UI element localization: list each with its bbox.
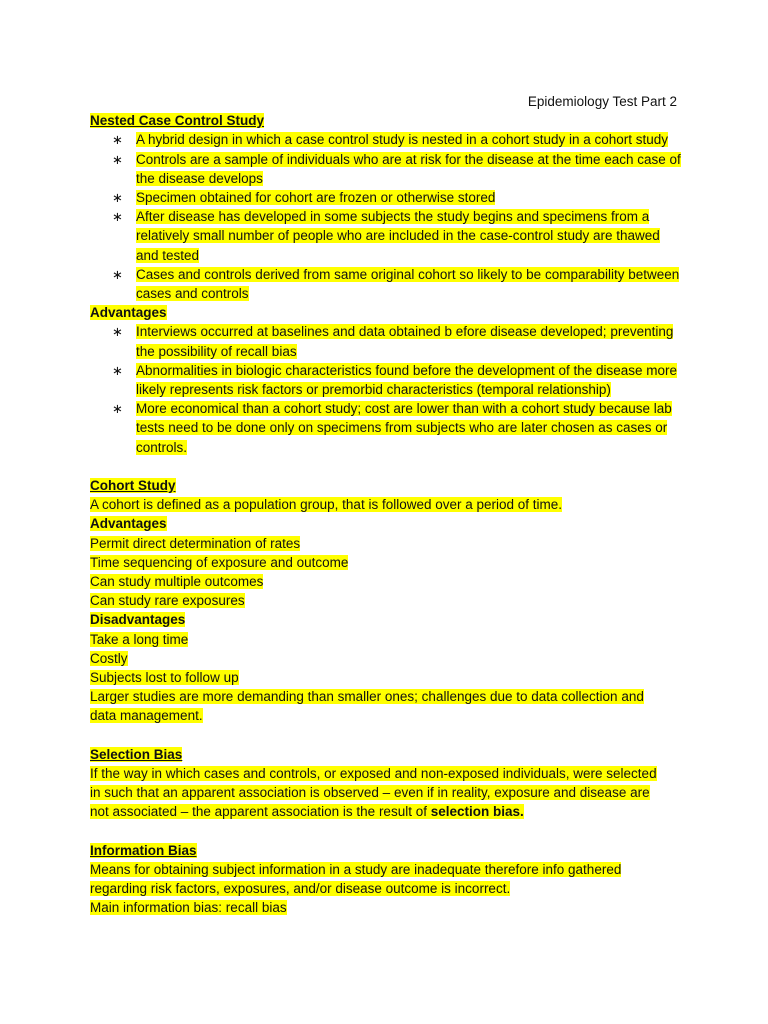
list-item-text: Abnormalities in biologic characteristics found before the development of the disease more likely represents risk factors or premorbid characteristics (temporal relationship) xyxy=(136,362,678,398)
subheading-disadvantages: Disadvantages xyxy=(90,612,186,628)
section-heading: Information Bias xyxy=(90,842,197,858)
list-item-text: A hybrid design in which a case control study is nested in a cohort study in a cohort study xyxy=(136,132,669,148)
list-item-text: Specimen obtained for cohort are frozen or otherwise stored xyxy=(136,190,496,206)
bullet-marker: ∗ xyxy=(112,132,123,148)
bullet-list xyxy=(90,322,690,456)
section-information-bias xyxy=(90,841,690,918)
document-title: Epidemiology Test Part 2 xyxy=(527,94,677,109)
spacer xyxy=(90,822,690,841)
bullet-marker: ∗ xyxy=(112,324,123,340)
main-information-bias: Main information bias: recall bias xyxy=(90,900,287,916)
section-heading: Cohort Study xyxy=(90,478,176,494)
list-item xyxy=(90,322,686,360)
bullet-list xyxy=(90,130,690,303)
section-heading: Selection Bias xyxy=(90,746,183,762)
list-item: Costly xyxy=(90,650,128,666)
list-item xyxy=(90,399,686,457)
spacer xyxy=(90,726,690,745)
list-item-text: Interviews occurred at baselines and data obtained b efore disease developed; preventing the possibility of recall bias xyxy=(136,324,674,359)
list-item: Larger studies are more demanding than smaller ones; challenges due to data collection and data management. xyxy=(90,689,644,724)
bullet-marker: ∗ xyxy=(112,362,123,378)
spacer xyxy=(90,457,690,476)
selection-bias-text: If the way in which cases and controls, or exposed and non-exposed individuals, were selected in such that an apparent association is observed – even if in reality, exposure and disease are not associated – the apparent association is the result of xyxy=(90,766,657,820)
list-item: Take a long time xyxy=(90,631,189,647)
list-item-text: Controls are a sample of individuals who are at risk for the disease at the time each case of the disease develops xyxy=(136,151,681,186)
list-item xyxy=(90,188,686,207)
list-item xyxy=(90,265,686,303)
subheading-advantages: Advantages xyxy=(90,516,167,532)
section-selection-bias xyxy=(90,745,690,822)
list-item: Can study rare exposures xyxy=(90,593,245,609)
bullet-marker: ∗ xyxy=(112,151,123,167)
bullet-marker: ∗ xyxy=(112,209,123,225)
list-item: Subjects lost to follow up xyxy=(90,670,239,686)
section-heading: Nested Case Control Study xyxy=(90,113,265,129)
document-page xyxy=(90,92,690,918)
list-item-text: After disease has developed in some subjects the study begins and specimens from a relatively small number of people who are included in the case-control study are thawed and tested xyxy=(136,209,660,263)
cohort-definition: A cohort is defined as a population group, that is followed over a period of time. xyxy=(90,497,563,513)
bullet-marker: ∗ xyxy=(112,190,123,206)
list-item-text: Cases and controls derived from same original cohort so likely to be comparability between cases and controls xyxy=(136,266,680,302)
section-cohort-study xyxy=(90,476,690,726)
bullet-marker: ∗ xyxy=(112,401,123,417)
list-item-text: More economical than a cohort study; cost are lower than with a cohort study because lab tests need to be done only on specimens from subjects who are later chosen as cases or controls. xyxy=(136,401,672,455)
information-bias-text: Means for obtaining subject information in a study are inadequate therefore info gathered regarding risk factors, exposures, and/or disease outcome is incorrect. xyxy=(90,862,622,897)
list-item xyxy=(90,150,686,188)
list-item xyxy=(90,361,686,399)
list-item: Time sequencing of exposure and outcome xyxy=(90,554,349,570)
list-item: Can study multiple outcomes xyxy=(90,574,264,590)
list-item xyxy=(90,130,686,149)
bullet-marker: ∗ xyxy=(112,266,123,282)
selection-bias-term: selection bias. xyxy=(430,804,524,820)
subheading-advantages: Advantages xyxy=(90,305,167,321)
section-nested-case-control xyxy=(90,111,690,457)
list-item: Permit direct determination of rates xyxy=(90,535,301,551)
list-item xyxy=(90,207,686,265)
